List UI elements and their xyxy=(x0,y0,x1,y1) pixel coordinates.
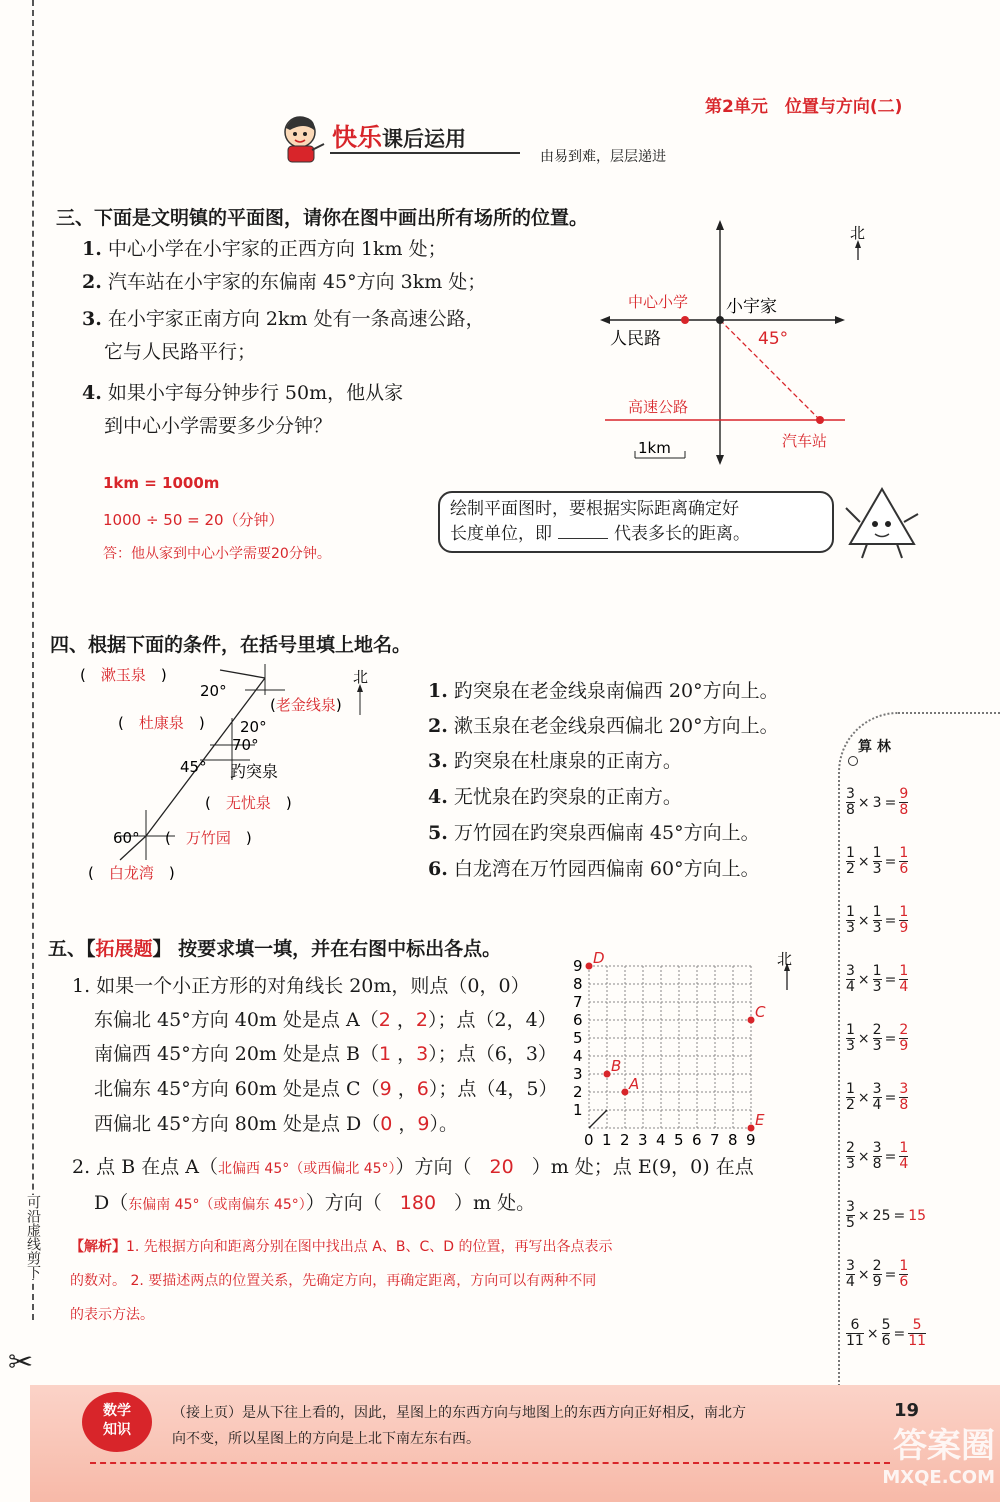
denominator: 4 xyxy=(846,1274,855,1290)
grid-x-tick: 1 xyxy=(602,1131,612,1149)
numerator: 3 xyxy=(899,1081,909,1097)
s3-item-text: 在小宇家正南方向 2km 处有一条高速公路， xyxy=(107,308,485,330)
fraction xyxy=(873,1141,882,1172)
denominator: 4 xyxy=(846,979,855,995)
denominator: 6 xyxy=(899,1274,909,1290)
grid-point-d xyxy=(586,963,593,970)
fraction xyxy=(846,1023,855,1054)
s3-home-dot xyxy=(716,316,724,324)
s3-item-text: 中心小学在小宇家的正西方向 1km 处； xyxy=(107,238,447,260)
grid-x-tick: 6 xyxy=(692,1131,702,1149)
s3-item xyxy=(82,271,486,308)
grid-x-tick: 4 xyxy=(656,1131,666,1149)
numerator: 1 xyxy=(899,845,909,861)
grid-diagonal xyxy=(589,1110,607,1128)
equals-sign: = xyxy=(884,971,897,988)
denominator: 4 xyxy=(899,979,909,995)
s4-item-num: 5. xyxy=(428,822,448,844)
s3-map xyxy=(600,220,880,470)
s5-answer: 180 xyxy=(399,1192,437,1214)
s4-angle: 45° xyxy=(180,758,207,776)
s3-map-bus: 汽车站 xyxy=(782,432,828,450)
sidebar-circle-icon xyxy=(848,756,858,766)
times-sign: × xyxy=(857,1030,870,1047)
fraction xyxy=(899,787,908,818)
s5-grid-north: 北 xyxy=(777,950,793,968)
fraction xyxy=(899,846,908,877)
s5-expl-tag: 【解析】 xyxy=(70,1239,126,1255)
s4-item xyxy=(428,680,779,715)
s5-title-tag: 拓展题 xyxy=(95,938,153,960)
s3-item-num: 1. xyxy=(82,238,102,260)
s4-item xyxy=(428,750,779,786)
calc-row xyxy=(846,787,908,818)
tip-line1: 绘制平面图时，要根据实际距离确定好 xyxy=(450,499,739,519)
s4-diagram xyxy=(80,660,380,890)
s3-item xyxy=(82,308,486,341)
denominator: 11 xyxy=(908,1333,927,1349)
s4-angle: 70° xyxy=(232,736,259,754)
fraction xyxy=(846,905,855,936)
denominator: 8 xyxy=(872,1156,882,1172)
s5-expl-text: 1. 先根据方向和距离分别在图中找出点 A、B、C、D 的位置，再写出各点表示 xyxy=(126,1239,613,1255)
header-title xyxy=(332,118,466,154)
fraction xyxy=(846,964,855,995)
s5-answer: 9 xyxy=(417,1113,430,1135)
calc-row xyxy=(846,1082,908,1113)
grid-x-tick: 3 xyxy=(638,1131,648,1149)
triangle-mascot-icon xyxy=(842,484,922,562)
s5-text: D（ xyxy=(94,1192,129,1214)
fraction xyxy=(846,1141,855,1172)
fraction xyxy=(908,1318,926,1349)
s5-text: 2. 点 B 在点 A（ xyxy=(72,1156,218,1178)
times-sign: × xyxy=(857,1148,870,1165)
grid-y-tick: 5 xyxy=(573,1029,583,1047)
numerator: 3 xyxy=(846,1258,855,1274)
fraction xyxy=(873,846,882,877)
denominator: 9 xyxy=(899,920,909,936)
numerator: 9 xyxy=(899,786,909,802)
s5-answer: 9 xyxy=(379,1078,392,1100)
grid-x-tick: 9 xyxy=(746,1131,756,1149)
calc-row xyxy=(846,846,908,877)
s3-map-angle: 45° xyxy=(758,329,789,349)
fraction xyxy=(899,1082,908,1113)
s5-text: ）方向（ xyxy=(305,1192,382,1214)
equals-sign: = xyxy=(884,1266,897,1283)
s3-item-num: 3. xyxy=(82,308,102,330)
denominator: 8 xyxy=(846,802,855,818)
s5-text: 北偏东 45°方向 60m 处是点 C（ xyxy=(94,1078,380,1100)
cut-hint: 可沿虚线剪下 xyxy=(22,1195,42,1279)
numerator: 1 xyxy=(899,1258,909,1274)
denominator: 8 xyxy=(899,802,909,818)
times-sign: × xyxy=(866,1325,879,1342)
s3-item xyxy=(82,415,486,448)
numerator: 1 xyxy=(899,963,909,979)
numerator: 5 xyxy=(912,1317,922,1333)
calc-row xyxy=(846,1200,926,1231)
s4-item-text: 无忧泉在趵突泉的正南方。 xyxy=(453,786,682,808)
times-sign: × xyxy=(857,1207,870,1224)
s4-answer-2: (老金线泉) xyxy=(270,696,342,714)
numerator: 3 xyxy=(872,1081,882,1097)
calc-row xyxy=(846,905,908,936)
grid-point-label: A xyxy=(629,1075,640,1093)
s5-answer: 6 xyxy=(416,1078,429,1100)
grid-point-e xyxy=(748,1125,755,1132)
fraction xyxy=(899,1141,908,1172)
s5-answer: 3 xyxy=(416,1043,429,1065)
fraction xyxy=(846,787,855,818)
s5-answer: 1 xyxy=(379,1043,392,1065)
fraction xyxy=(899,1259,908,1290)
denominator: 3 xyxy=(846,1156,855,1172)
denominator: 6 xyxy=(899,861,909,877)
denominator: 2 xyxy=(846,1097,855,1113)
s5-expl-line2: 的数对。 2. 要描述两点的位置关系，先确定方向，再确定距离，方向可以有两种不同 xyxy=(70,1273,597,1289)
s4-answer-4: ( 无忧泉 ) xyxy=(205,794,292,812)
equals-sign: = xyxy=(884,912,897,929)
watermark xyxy=(835,1418,995,1488)
header-underline xyxy=(330,152,520,154)
times-sign: × xyxy=(857,1089,870,1106)
s4-item-text: 趵突泉在杜康泉的正南方。 xyxy=(453,750,682,772)
grid-y-tick: 8 xyxy=(573,975,583,993)
s3-item-text: 它与人民路平行； xyxy=(104,341,257,363)
tip-line2 xyxy=(450,522,822,547)
s5-text: 东偏北 45°方向 40m 处是点 A（ xyxy=(94,1009,379,1031)
s5-q1 xyxy=(72,975,558,1147)
grid-x-tick: 0 xyxy=(584,1131,594,1149)
s5-q1-line4: 北偏东 45°方向 60m 处是点 C（9 ，6）；点（4，5） xyxy=(94,1078,558,1100)
s3-item-text: 到中心小学需要多少分钟？ xyxy=(104,415,333,437)
footer-badge-1: 数学 xyxy=(103,1403,131,1419)
denominator: 9 xyxy=(899,1038,909,1054)
tip-bubble xyxy=(438,491,834,553)
s3-map-road: 人民路 xyxy=(610,329,661,349)
s5-answer: 0 xyxy=(380,1113,393,1135)
mascot-boy-icon xyxy=(278,112,328,164)
s3-answer-line2: 1000 ÷ 50 = 20（分钟） xyxy=(103,511,284,529)
numerator: 1 xyxy=(846,1022,855,1038)
s3-answer-line1: 1km = 1000m xyxy=(103,474,220,492)
equals-sign: = xyxy=(884,794,897,811)
equals-sign: = xyxy=(884,853,897,870)
s4-angle: 60° xyxy=(113,829,140,847)
calc-row xyxy=(846,1318,926,1349)
s5-q2-line2 xyxy=(94,1192,535,1216)
fraction xyxy=(846,846,855,877)
s4-item xyxy=(428,822,779,858)
footer-text xyxy=(172,1400,852,1452)
s5-text: ）m 处。 xyxy=(454,1192,536,1214)
s5-answer: 2 xyxy=(415,1009,428,1031)
s3-item-text: 汽车站在小宇家的东偏南 45°方向 3km 处； xyxy=(107,271,487,293)
grid-y-tick: 1 xyxy=(573,1101,583,1119)
header-title-rest: 课后运用 xyxy=(382,127,467,151)
numerator: 3 xyxy=(846,963,855,979)
s5-answer: 2 xyxy=(378,1009,391,1031)
numerator: 1 xyxy=(846,904,855,920)
s5-text: 南偏西 45°方向 20m 处是点 B（ xyxy=(94,1043,379,1065)
s5-expl-line1 xyxy=(70,1230,820,1264)
numerator: 2 xyxy=(846,1140,855,1156)
s4-list xyxy=(428,680,779,894)
s3-item xyxy=(82,382,486,415)
s5-grid xyxy=(565,950,805,1160)
calc-row xyxy=(846,1259,908,1290)
s4-answer-6: ( 白龙湾 ) xyxy=(88,864,175,882)
grid-point-label: D xyxy=(593,950,605,967)
s5-text: ）。 xyxy=(429,1113,459,1135)
footer-badge xyxy=(82,1392,152,1452)
s5-text: 西偏北 45°方向 80m 处是点 D（ xyxy=(94,1113,381,1135)
s4-answer-3: ( 杜康泉 ) xyxy=(118,714,205,732)
s3-answer-line3: 答：他从家到中心小学需要20分钟。 xyxy=(103,546,331,562)
s5-q1-line2: 东偏北 45°方向 40m 处是点 A（2 ，2）；点（2，4） xyxy=(94,1009,557,1031)
s5-text: ）；点（6，3） xyxy=(428,1043,557,1065)
s3-map-home: 小宇家 xyxy=(726,297,777,317)
equals-sign: = xyxy=(884,1030,897,1047)
whole-number: 3 xyxy=(872,794,882,811)
grid-point-label: E xyxy=(755,1111,765,1129)
scissors-icon: ✂ xyxy=(8,1345,34,1380)
times-sign: × xyxy=(857,1266,870,1283)
numerator: 1 xyxy=(872,963,882,979)
footer-dash xyxy=(90,1462,890,1464)
s4-item-num: 1. xyxy=(428,680,448,702)
s5-text: ）方向（ xyxy=(395,1156,472,1178)
denominator: 3 xyxy=(872,1038,882,1054)
whole-number: 15 xyxy=(908,1207,927,1224)
s5-answer: 东偏南 45°（或南偏东 45°） xyxy=(128,1197,306,1213)
fraction xyxy=(846,1200,855,1231)
equals-sign: = xyxy=(893,1325,906,1342)
denominator: 9 xyxy=(872,1274,882,1290)
s3-list xyxy=(82,238,486,448)
s4-angle: 20° xyxy=(240,718,267,736)
numerator: 3 xyxy=(846,1199,855,1215)
grid-point-label: C xyxy=(755,1003,766,1021)
numerator: 6 xyxy=(850,1317,860,1333)
grid-y-tick: 9 xyxy=(573,957,583,975)
header-subtitle: 由易到难，层层递进 xyxy=(540,149,666,165)
numerator: 1 xyxy=(846,1081,855,1097)
grid-point-a xyxy=(622,1089,629,1096)
denominator: 5 xyxy=(846,1215,855,1231)
s5-q1-line5: 西偏北 45°方向 80m 处是点 D（0 ，9）。 xyxy=(94,1113,459,1135)
s3-item-num: 2. xyxy=(82,271,102,293)
whole-number: 25 xyxy=(872,1207,891,1224)
s5-answer: 20 xyxy=(489,1156,514,1178)
numerator: 2 xyxy=(872,1022,882,1038)
grid-point-label: B xyxy=(611,1057,622,1075)
tip-line2-a: 长度单位，即 xyxy=(450,524,552,544)
s4-north: 北 xyxy=(353,668,369,686)
s4-item-num: 4. xyxy=(428,786,448,808)
cut-dashed-line xyxy=(32,0,34,1320)
s3-map-school: 中心小学 xyxy=(628,293,689,311)
fraction xyxy=(873,905,882,936)
denominator: 2 xyxy=(846,861,855,877)
times-sign: × xyxy=(857,912,870,929)
fraction xyxy=(899,964,908,995)
calc-row xyxy=(846,1023,908,1054)
denominator: 11 xyxy=(846,1333,864,1349)
denominator: 3 xyxy=(872,920,882,936)
calc-row xyxy=(846,964,908,995)
times-sign: × xyxy=(857,853,870,870)
grid-point-c xyxy=(748,1017,755,1024)
fraction xyxy=(873,1082,882,1113)
s3-school-dot xyxy=(681,316,689,324)
s3-item-num: 4. xyxy=(82,382,102,404)
s5-explanation xyxy=(70,1230,820,1332)
numerator: 1 xyxy=(872,904,882,920)
fraction xyxy=(882,1318,891,1349)
s4-item-text: 白龙湾在万竹园西偏南 60°方向上。 xyxy=(453,858,760,880)
s5-title-pre: 五、【 xyxy=(48,938,96,960)
tip-line2-b: 代表多长的距离。 xyxy=(614,524,750,544)
s4-item-num: 2. xyxy=(428,715,448,737)
s4-answer-5: ( 万竹园 ) xyxy=(165,829,252,847)
grid-x-tick: 8 xyxy=(728,1131,738,1149)
s4-title: 四、根据下面的条件，在括号里填上地名。 xyxy=(50,634,412,656)
s3-item xyxy=(82,238,486,271)
grid-y-tick: 6 xyxy=(573,1011,583,1029)
denominator: 3 xyxy=(846,1038,855,1054)
s3-bus-dot xyxy=(816,416,824,424)
fraction xyxy=(846,1259,855,1290)
s5-title xyxy=(48,934,501,961)
times-sign: × xyxy=(857,794,870,811)
grid-y-tick: 2 xyxy=(573,1083,583,1101)
s5-q1-line3: 南偏西 45°方向 20m 处是点 B（1 ，3）；点（6，3） xyxy=(94,1043,557,1065)
fraction xyxy=(873,1259,882,1290)
grid-y-tick: 7 xyxy=(573,993,583,1011)
numerator: 2 xyxy=(899,1022,909,1038)
footer-line2: 向不变，所以星图上的方向是上北下南左东右西。 xyxy=(172,1431,480,1447)
watermark-2: MXQE.COM xyxy=(882,1467,995,1488)
s4-item xyxy=(428,715,779,750)
numerator: 1 xyxy=(899,904,909,920)
fraction xyxy=(899,905,908,936)
header-title-bold: 快乐 xyxy=(332,123,383,152)
denominator: 3 xyxy=(872,979,882,995)
grid-x-tick: 2 xyxy=(620,1131,630,1149)
numerator: 3 xyxy=(872,1140,882,1156)
denominator: 8 xyxy=(899,1097,909,1113)
calc-row xyxy=(846,1141,908,1172)
numerator: 5 xyxy=(881,1317,891,1333)
s3-map-highway: 高速公路 xyxy=(628,398,689,416)
s4-answer-1: ( 漱玉泉 ) xyxy=(80,666,167,684)
fraction xyxy=(846,1318,864,1349)
s4-item xyxy=(428,786,779,822)
grid-y-tick: 4 xyxy=(573,1047,583,1065)
numerator: 3 xyxy=(846,786,855,802)
s5-answer: 北偏西 45°（或西偏北 45°） xyxy=(217,1161,396,1177)
denominator: 4 xyxy=(872,1097,882,1113)
numerator: 1 xyxy=(872,845,882,861)
grid-y-tick: 3 xyxy=(573,1065,583,1083)
s3-map-north: 北 xyxy=(850,224,866,242)
s3-item xyxy=(82,341,486,382)
tip-scale-mark xyxy=(558,528,608,539)
s3-title: 三、下面是文明镇的平面图，请你在图中画出所有场所的位置。 xyxy=(56,207,589,229)
s3-map-scale: 1km xyxy=(638,439,671,457)
s4-center: 趵突泉 xyxy=(230,762,279,781)
s4-item-num: 3. xyxy=(428,750,448,772)
times-sign: × xyxy=(857,971,870,988)
grid-point-b xyxy=(604,1071,611,1078)
equals-sign: = xyxy=(884,1148,897,1165)
fraction xyxy=(873,1023,882,1054)
s4-item-num: 6. xyxy=(428,858,448,880)
unit-title: 第2单元 位置与方向(二) xyxy=(705,97,903,117)
denominator: 3 xyxy=(846,920,855,936)
fraction xyxy=(899,1023,908,1054)
equals-sign: = xyxy=(884,1089,897,1106)
numerator: 1 xyxy=(899,1140,909,1156)
s5-expl-line3: 的表示方法。 xyxy=(70,1307,154,1323)
s5-text: ）；点（2，4） xyxy=(428,1009,557,1031)
watermark-1: 答案圈 xyxy=(893,1426,995,1466)
page-number: 19 xyxy=(894,1400,920,1421)
s4-item xyxy=(428,858,779,894)
fraction xyxy=(846,1082,855,1113)
s4-item-text: 趵突泉在老金线泉南偏西 20°方向上。 xyxy=(453,680,779,702)
s4-item-text: 漱玉泉在老金线泉西偏北 20°方向上。 xyxy=(453,715,779,737)
s5-title-post: 】 按要求填一填，并在右图中标出各点。 xyxy=(152,938,502,960)
footer-line1: （接上页）是从下往上看的，因此，星图上的东西方向与地图上的东西方向正好相反，南北方 xyxy=(172,1405,746,1421)
denominator: 4 xyxy=(899,1156,909,1172)
fraction xyxy=(873,964,882,995)
grid-x-tick: 5 xyxy=(674,1131,684,1149)
s4-item-text: 万竹园在趵突泉西偏南 45°方向上。 xyxy=(453,822,760,844)
s5-q1-line1: 1. 如果一个小正方形的对角线长 20m，则点（0，0） xyxy=(72,975,530,997)
sidebar-title: 算 林 xyxy=(858,739,891,755)
s4-angle: 20° xyxy=(200,682,227,700)
numerator: 2 xyxy=(872,1258,882,1274)
s5-text: ）m 处；点 E(9，0) 在点 xyxy=(531,1156,754,1178)
grid-x-tick: 7 xyxy=(710,1131,720,1149)
denominator: 6 xyxy=(881,1333,891,1349)
denominator: 3 xyxy=(872,861,882,877)
s5-text: ）；点（4，5） xyxy=(428,1078,558,1100)
s3-item-text: 如果小宇每分钟步行 50m，他从家 xyxy=(107,382,404,404)
footer-badge-2: 知识 xyxy=(103,1422,131,1438)
equals-sign: = xyxy=(893,1207,906,1224)
numerator: 1 xyxy=(846,845,855,861)
